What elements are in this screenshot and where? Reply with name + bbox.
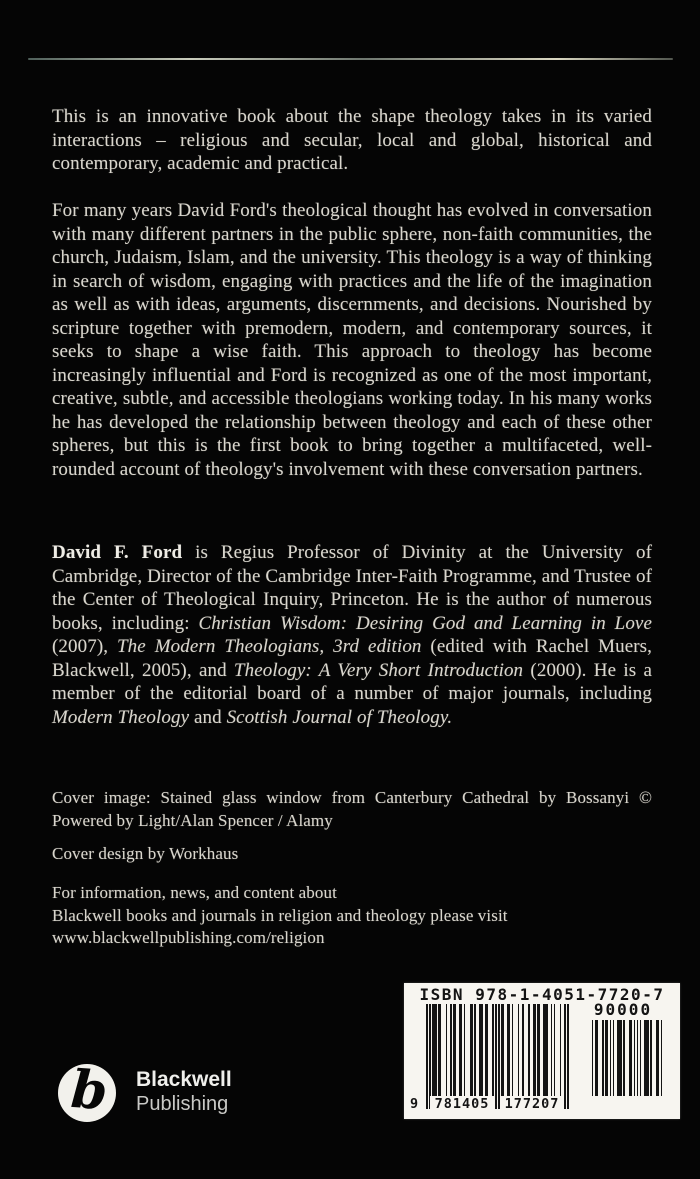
ean13-barcode xyxy=(426,1004,569,1109)
publisher-logo-text xyxy=(136,1068,232,1116)
publisher-info-note xyxy=(52,882,652,950)
barcode-addon-value: 90000 xyxy=(593,1000,653,1019)
author-bio: David F. Ford is Regius Professor of Divinity at the University of Cambridge, Director of the Cambridge Inter-Faith Programme, and Trustee of the Center of Theological Inquiry, Princeton. He is the author of numerous books, including: Christian Wisdom: Desiring God and Learning in Love (2007), The Modern Theologians, 3rd edition (edited with Rachel Muers, Blackwell, 2005), and Theology: A Very Short Introduction (2000). He is a member of the editorial board of a number of major journals, including Modern Theology and Scottish Journal of Theology. xyxy=(52,542,652,728)
publisher-name: Blackwell xyxy=(136,1068,232,1091)
logo-letter-b: b xyxy=(68,1058,110,1123)
intro-paragraph: This is an innovative book about the shape theology takes in its varied interactions – religious and secular, local and global, historical and contemporary, academic and practical. xyxy=(52,106,652,174)
cover-design-credit: Cover design by Workhaus xyxy=(52,844,239,863)
publisher-type: Publishing xyxy=(136,1093,229,1115)
cover-image-credit: Cover image: Stained glass window from Canterbury Cathedral by Bossanyi © Powered by Light/Alan Spencer / Alamy xyxy=(52,788,652,830)
publisher-url: www.blackwellpublishing.com/religion xyxy=(52,928,325,947)
info-line-1: For information, news, and content about xyxy=(52,883,337,902)
ean5-addon-barcode xyxy=(590,1020,661,1096)
blackwell-logo-icon xyxy=(58,1058,116,1123)
barcode-digit-leading: 9 xyxy=(410,1096,420,1112)
isbn-label: ISBN 978-1-4051-7720-7 xyxy=(419,985,665,1004)
publisher-logo xyxy=(58,1058,318,1126)
isbn-barcode-panel xyxy=(404,983,680,1119)
overview-paragraph: For many years David Ford's theological thought has evolved in conversation with many different partners in the public sphere, non-faith communities, the church, Judaism, Islam, and the university. This theology is a way of thinking in search of wisdom, engaging with practices and the life of the imagination as well as with ideas, arguments, discernments, and decisions. Nourished by scripture together with premodern, modern, and contemporary sources, it seeks to shape a wise faith. This approach to theology has become increasingly influential and Ford is recognized as one of the most important, creative, subtle, and accessible theologians working today. In his many works he has developed the relationship between theology and each of these other spheres, but this is the first book to bring together a multifaceted, well-rounded account of theology's involvement with these conversation partners. xyxy=(52,200,652,480)
barcode-digits-left: 781405 xyxy=(430,1096,494,1112)
info-line-2: Blackwell books and journals in religion and theology please visit xyxy=(52,905,508,925)
scan-edge-highlight xyxy=(28,58,673,60)
barcode-digits-right: 177207 xyxy=(500,1096,564,1112)
